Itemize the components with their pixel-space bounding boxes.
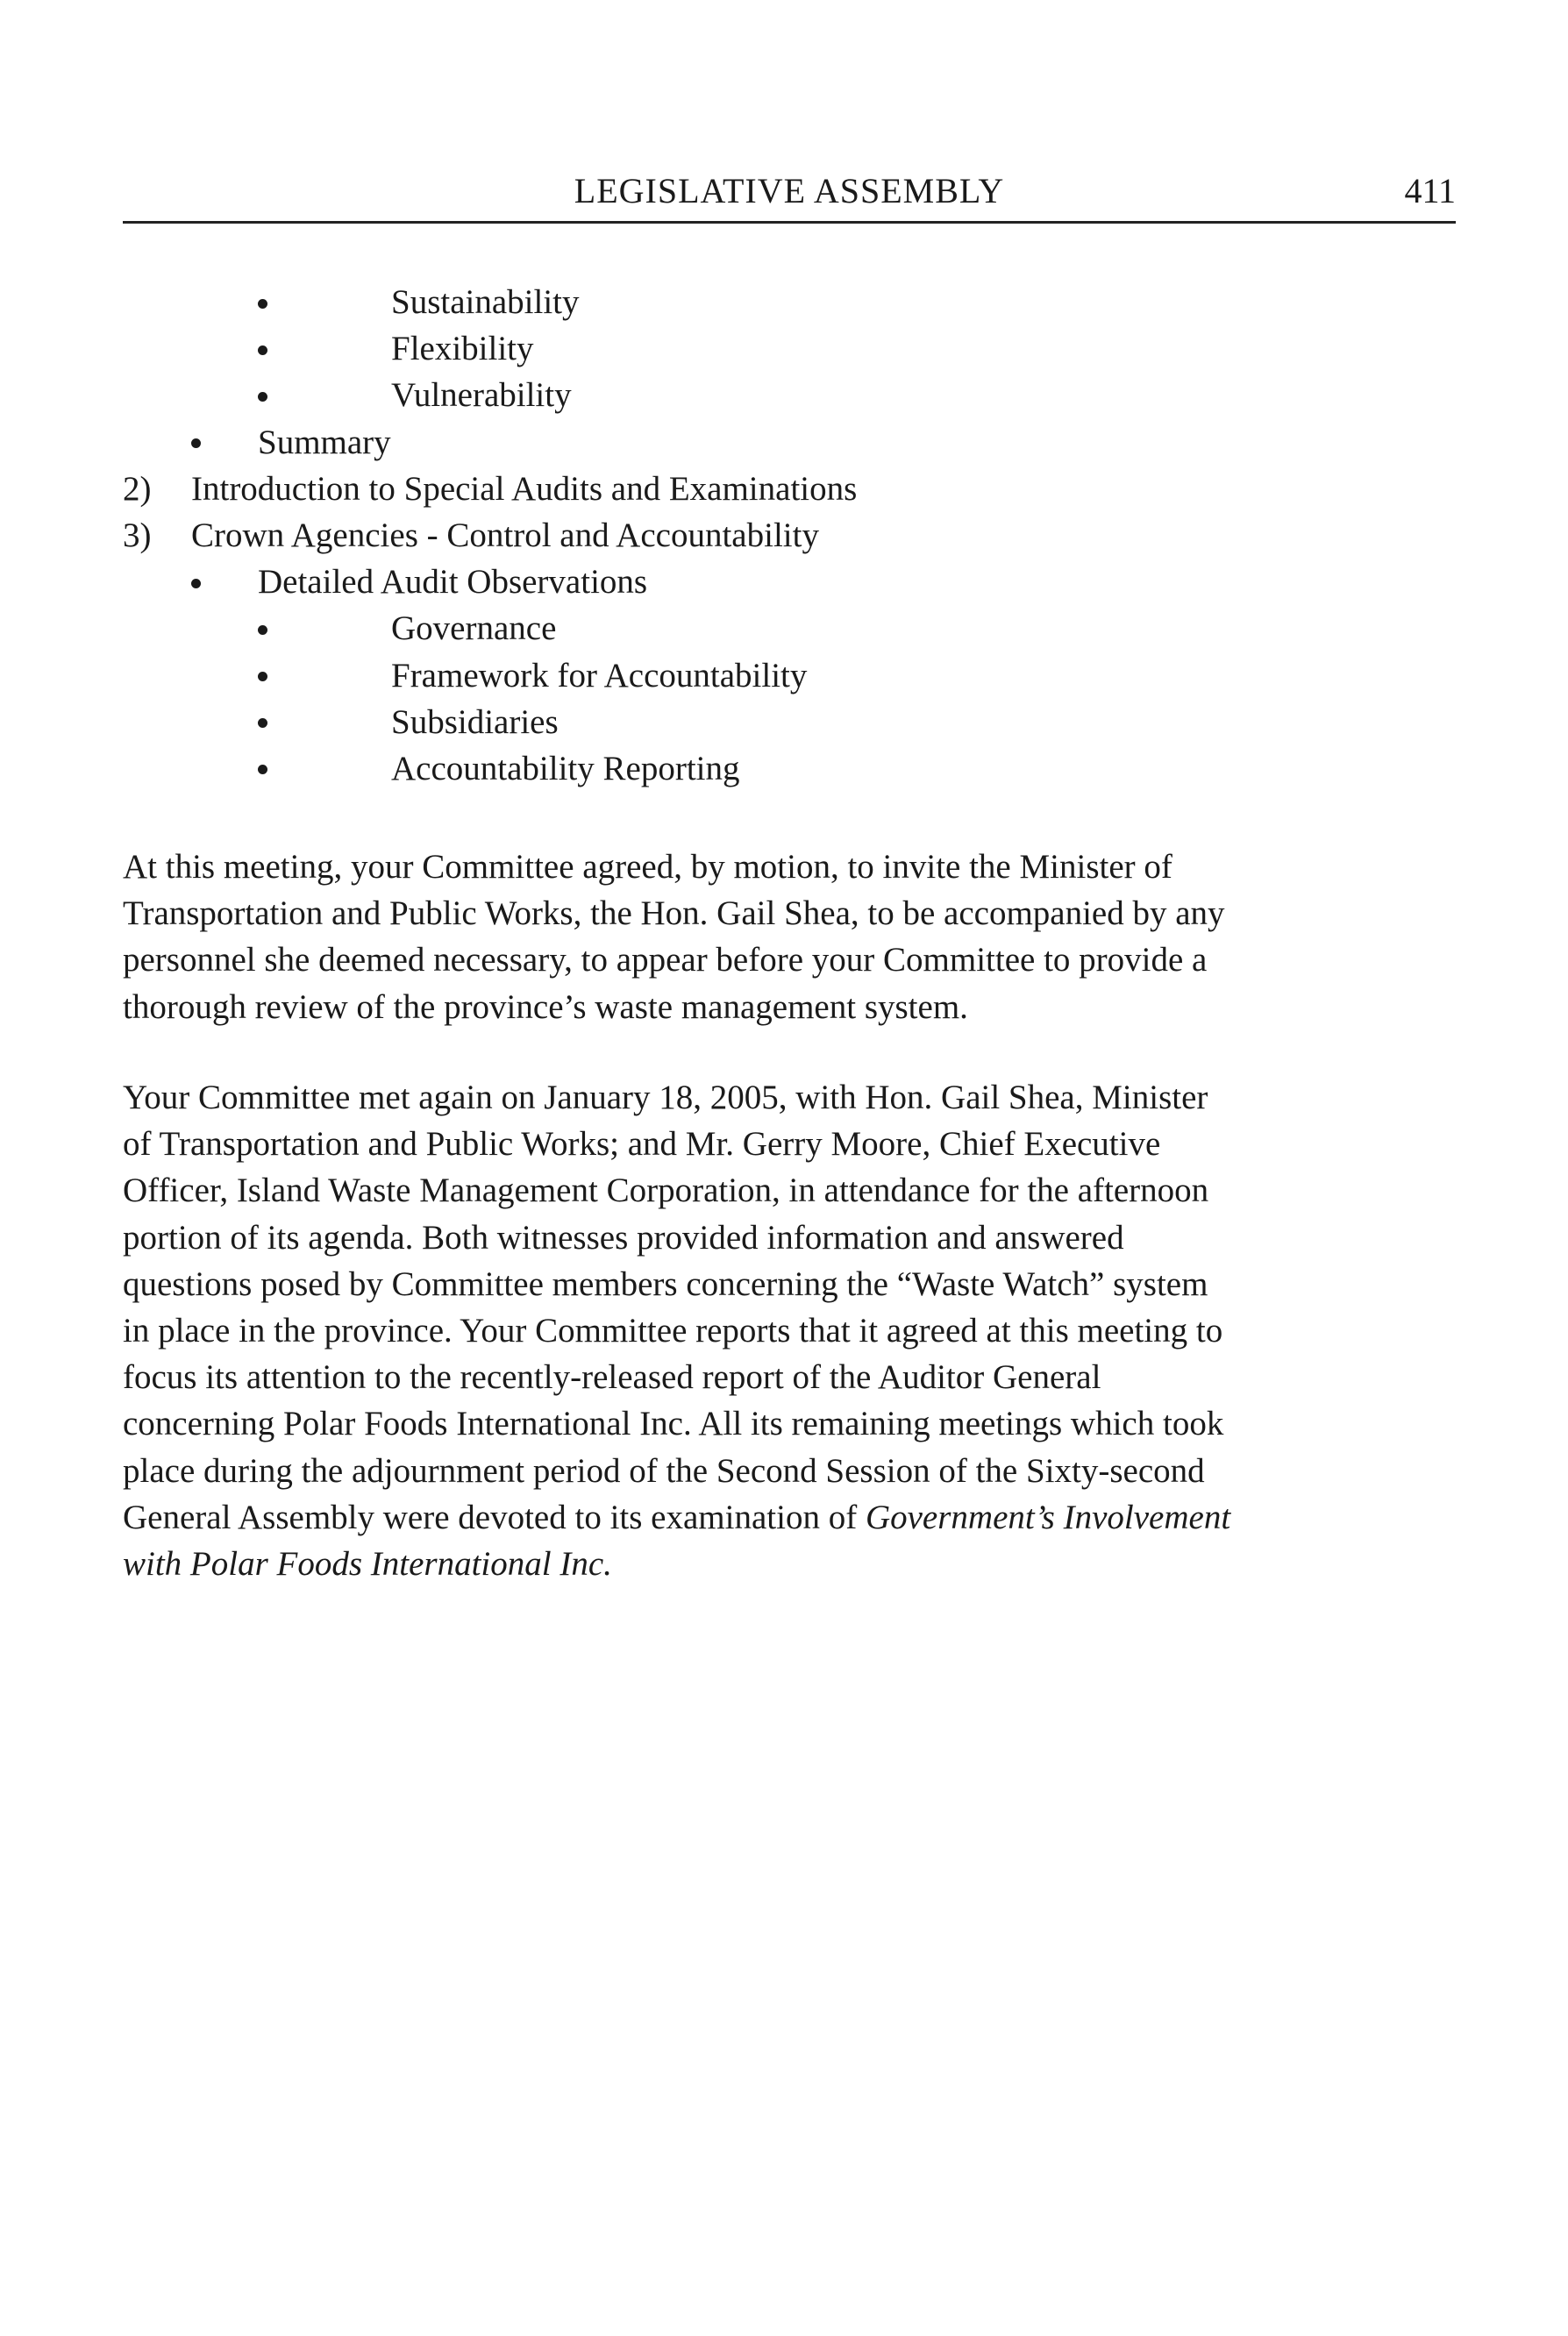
outline-item-text: Accountability Reporting xyxy=(391,749,740,787)
paragraph-line: portion of its agenda. Both witnesses provided information and answered xyxy=(123,1218,1124,1257)
bullet-icon xyxy=(258,745,267,792)
bullet-icon xyxy=(258,372,267,418)
outline-item-text: Introduction to Special Audits and Examinations xyxy=(191,469,858,508)
paragraph-line: questions posed by Committee members concerning the “Waste Watch” system xyxy=(123,1264,1208,1303)
paragraph-line: place during the adjournment period of the Second Session of the Sixty-second xyxy=(123,1451,1205,1490)
paragraph-line: At this meeting, your Committee agreed, by motion, to invite the Minister of xyxy=(123,848,1172,886)
paragraph-line: Transportation and Public Works, the Hon. Gail Shea, to be accompanied by any xyxy=(123,894,1225,933)
paragraph-january-meeting xyxy=(123,1074,1456,1587)
outline-item xyxy=(123,699,1456,745)
bullet-dot xyxy=(258,299,267,309)
page-number: 411 xyxy=(1404,171,1456,210)
paragraph-meeting-motion xyxy=(123,844,1456,1030)
outline-item xyxy=(123,279,1456,325)
bullet-dot xyxy=(258,718,267,728)
bullet-dot xyxy=(258,765,267,774)
paragraph-line: personnel she deemed necessary, to appear before your Committee to provide a xyxy=(123,941,1208,979)
paragraph-line: in place in the province. Your Committee reports that it agreed at this meeting to xyxy=(123,1312,1223,1350)
bullet-dot xyxy=(258,625,267,635)
outline-item-text: Detailed Audit Observations xyxy=(258,563,648,602)
report-title-italic: with Polar Foods International Inc. xyxy=(123,1545,612,1584)
outline-item-text: Crown Agencies - Control and Accountability xyxy=(191,516,819,554)
outline-item xyxy=(123,512,1456,559)
bullet-icon xyxy=(258,652,267,699)
outline-item xyxy=(123,605,1456,652)
outline-item xyxy=(123,745,1456,792)
outline-item-text: Sustainability xyxy=(391,283,580,321)
paragraph-line: Officer, Island Waste Management Corporation, in attendance for the afternoon xyxy=(123,1172,1209,1210)
paragraph-line: thorough review of the province’s waste management system. xyxy=(123,987,968,1026)
paragraph-line: of Transportation and Public Works; and Mr. Gerry Moore, Chief Executive xyxy=(123,1125,1161,1164)
outline-item xyxy=(123,419,1456,466)
outline-item-text: Governance xyxy=(391,609,557,648)
list-number: 2) xyxy=(123,469,152,508)
paragraph-line: General Assembly were devoted to its examination of xyxy=(123,1498,866,1536)
bullet-dot xyxy=(191,579,201,588)
agenda-outline xyxy=(123,279,1456,792)
outline-item-text: Framework for Accountability xyxy=(391,656,808,694)
bullet-icon xyxy=(258,605,267,652)
bullet-icon xyxy=(191,419,201,466)
report-title-italic: Government’s Involvement xyxy=(865,1498,1231,1536)
bullet-icon xyxy=(258,325,267,372)
bullet-dot xyxy=(191,438,201,448)
list-number: 3) xyxy=(123,516,152,554)
page-header xyxy=(123,168,1456,224)
paragraph-line: concerning Polar Foods International Inc. All its remaining meetings which took xyxy=(123,1405,1224,1443)
outline-item-text: Summary xyxy=(258,423,391,461)
bullet-icon xyxy=(258,279,267,325)
outline-item-text: Flexibility xyxy=(391,330,534,368)
outline-item xyxy=(123,372,1456,418)
paragraph-line: Your Committee met again on January 18, 2005, with Hon. Gail Shea, Minister xyxy=(123,1079,1208,1116)
bullet-dot xyxy=(258,345,267,355)
outline-item xyxy=(123,325,1456,372)
outline-item-text: Vulnerability xyxy=(391,376,572,415)
outline-item xyxy=(123,652,1456,699)
bullet-dot xyxy=(258,672,267,681)
paragraph-line: focus its attention to the recently-released report of the Auditor General xyxy=(123,1358,1101,1397)
bullet-dot xyxy=(258,392,267,402)
outline-item xyxy=(123,466,1456,512)
bullet-icon xyxy=(258,699,267,745)
outline-item-text: Subsidiaries xyxy=(391,702,559,741)
outline-item xyxy=(123,559,1456,605)
header-title: LEGISLATIVE ASSEMBLY xyxy=(574,171,1005,210)
bullet-icon xyxy=(191,559,201,605)
